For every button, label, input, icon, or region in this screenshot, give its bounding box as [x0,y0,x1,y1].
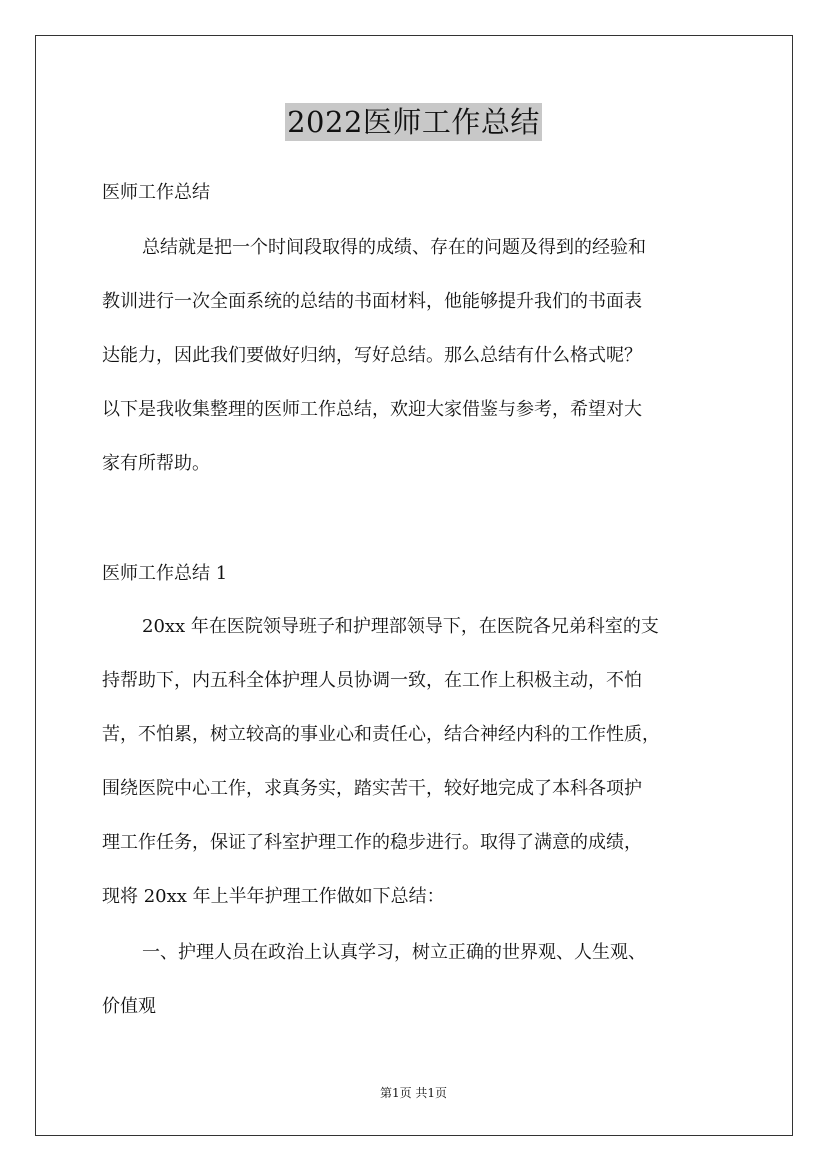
intro-line: 教训进行一次全面系统的总结的书面材料，他能够提升我们的书面表 [102,291,642,312]
intro-line: 总结就是把一个时间段取得的成绩、存在的问题及得到的经验和 [142,237,646,258]
document-title: 2022医师工作总结 [287,105,540,139]
heading-1: 医师工作总结 [102,182,210,203]
intro-line: 家有所帮助。 [102,453,210,474]
document-title-wrap [0,100,827,141]
intro-line: 以下是我收集整理的医师工作总结，欢迎大家借鉴与参考，希望对大 [102,399,642,420]
page-footer: 第1页 共1页 [379,1086,448,1100]
section-line: 价值观 [102,996,156,1017]
body-line: 20xx 年在医院领导班子和护理部领导下，在医院各兄弟科室的支 [142,616,659,637]
body-line: 现将 20xx 年上半年护理工作做如下总结： [102,886,445,907]
heading-2: 医师工作总结 1 [102,563,228,584]
intro-line: 达能力，因此我们要做好归纳，写好总结。那么总结有什么格式呢？ [102,345,642,366]
body-line: 苦，不怕累，树立较高的事业心和责任心，结合神经内科的工作性质， [102,724,660,745]
body-line: 理工作任务，保证了科室护理工作的稳步进行。取得了满意的成绩， [102,832,642,853]
body-line: 持帮助下，内五科全体护理人员协调一致，在工作上积极主动，不怕 [102,670,642,691]
section-line: 一、护理人员在政治上认真学习，树立正确的世界观、人生观、 [142,942,646,963]
body-line: 围绕医院中心工作，求真务实，踏实苦干，较好地完成了本科各项护 [102,778,642,799]
